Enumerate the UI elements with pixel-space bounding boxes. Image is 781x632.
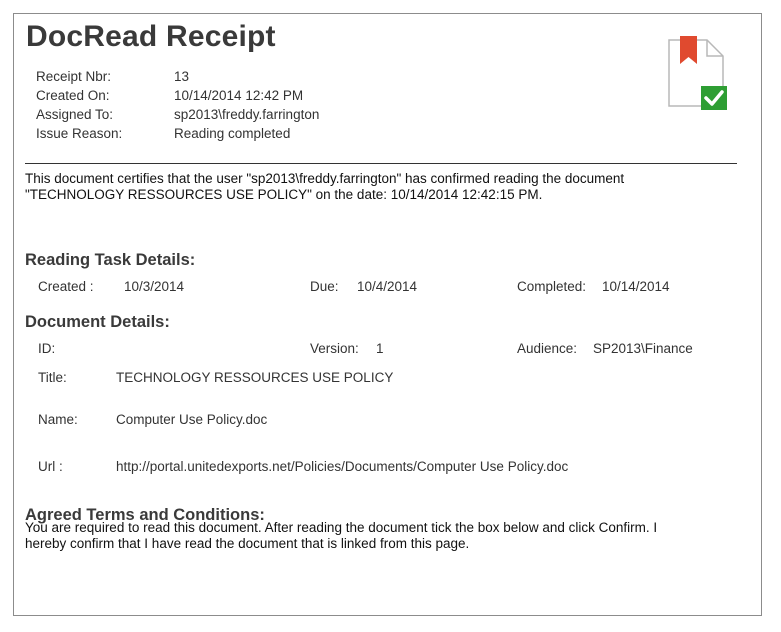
certification-line-1: This document certifies that the user "sp2013\freddy.farrington" has confirmed reading the document bbox=[25, 171, 625, 186]
terms-heading: Agreed Terms and Conditions: bbox=[25, 506, 265, 524]
doc-audience-label: Audience: bbox=[517, 341, 578, 356]
meta-row-receipt-nbr bbox=[36, 67, 319, 86]
doc-version-value: 1 bbox=[376, 341, 384, 356]
doc-name-label: Name: bbox=[38, 412, 78, 427]
task-created-label: Created : bbox=[38, 279, 94, 294]
certification-text bbox=[25, 171, 725, 203]
created-on-value: 10/14/2014 12:42 PM bbox=[174, 88, 304, 103]
task-completed-label: Completed: bbox=[517, 279, 587, 294]
reading-task-heading: Reading Task Details: bbox=[25, 251, 196, 269]
task-completed-value: 10/14/2014 bbox=[602, 279, 670, 294]
meta-row-created-on bbox=[36, 86, 319, 105]
terms-text bbox=[25, 520, 737, 552]
doc-audience-value: SP2013\Finance bbox=[593, 341, 693, 356]
task-due-value: 10/4/2014 bbox=[357, 279, 418, 294]
doc-id-label: ID: bbox=[38, 341, 56, 356]
certification-line-2: "TECHNOLOGY RESSOURCES USE POLICY" on the date: 10/14/2014 12:42:15 PM. bbox=[25, 187, 543, 202]
issue-reason-value: Reading completed bbox=[174, 126, 291, 141]
receipt-nbr-label: Receipt Nbr: bbox=[36, 69, 112, 84]
document-bookmark-icon bbox=[665, 30, 729, 110]
issue-reason-label: Issue Reason: bbox=[36, 126, 123, 141]
doc-name-value: Computer Use Policy.doc bbox=[116, 412, 268, 427]
task-created-value: 10/3/2014 bbox=[124, 279, 185, 294]
terms-line-1: You are required to read this document. After reading the document tick the box below and click Confirm. I bbox=[25, 520, 658, 535]
header-divider bbox=[25, 163, 737, 164]
task-due-label: Due: bbox=[310, 279, 339, 294]
assigned-to-label: Assigned To: bbox=[36, 107, 114, 122]
terms-line-2: hereby confirm that I have read the document that is linked from this page. bbox=[25, 536, 470, 551]
doc-title-value: TECHNOLOGY RESSOURCES USE POLICY bbox=[116, 370, 394, 385]
doc-version-label: Version: bbox=[310, 341, 359, 356]
doc-url-label: Url : bbox=[38, 459, 63, 474]
meta-row-assigned-to bbox=[36, 105, 319, 124]
doc-title-label: Title: bbox=[38, 370, 67, 385]
document-details-heading: Document Details: bbox=[25, 313, 170, 331]
receipt-nbr-value: 13 bbox=[174, 69, 190, 84]
page-title: DocRead Receipt bbox=[26, 20, 276, 53]
meta-row-issue-reason bbox=[36, 124, 319, 143]
assigned-to-value: sp2013\freddy.farrington bbox=[174, 107, 320, 122]
receipt-meta bbox=[36, 67, 319, 143]
created-on-label: Created On: bbox=[36, 88, 110, 103]
doc-url-value: http://portal.unitedexports.net/Policies/Documents/Computer Use Policy.doc bbox=[116, 459, 569, 474]
